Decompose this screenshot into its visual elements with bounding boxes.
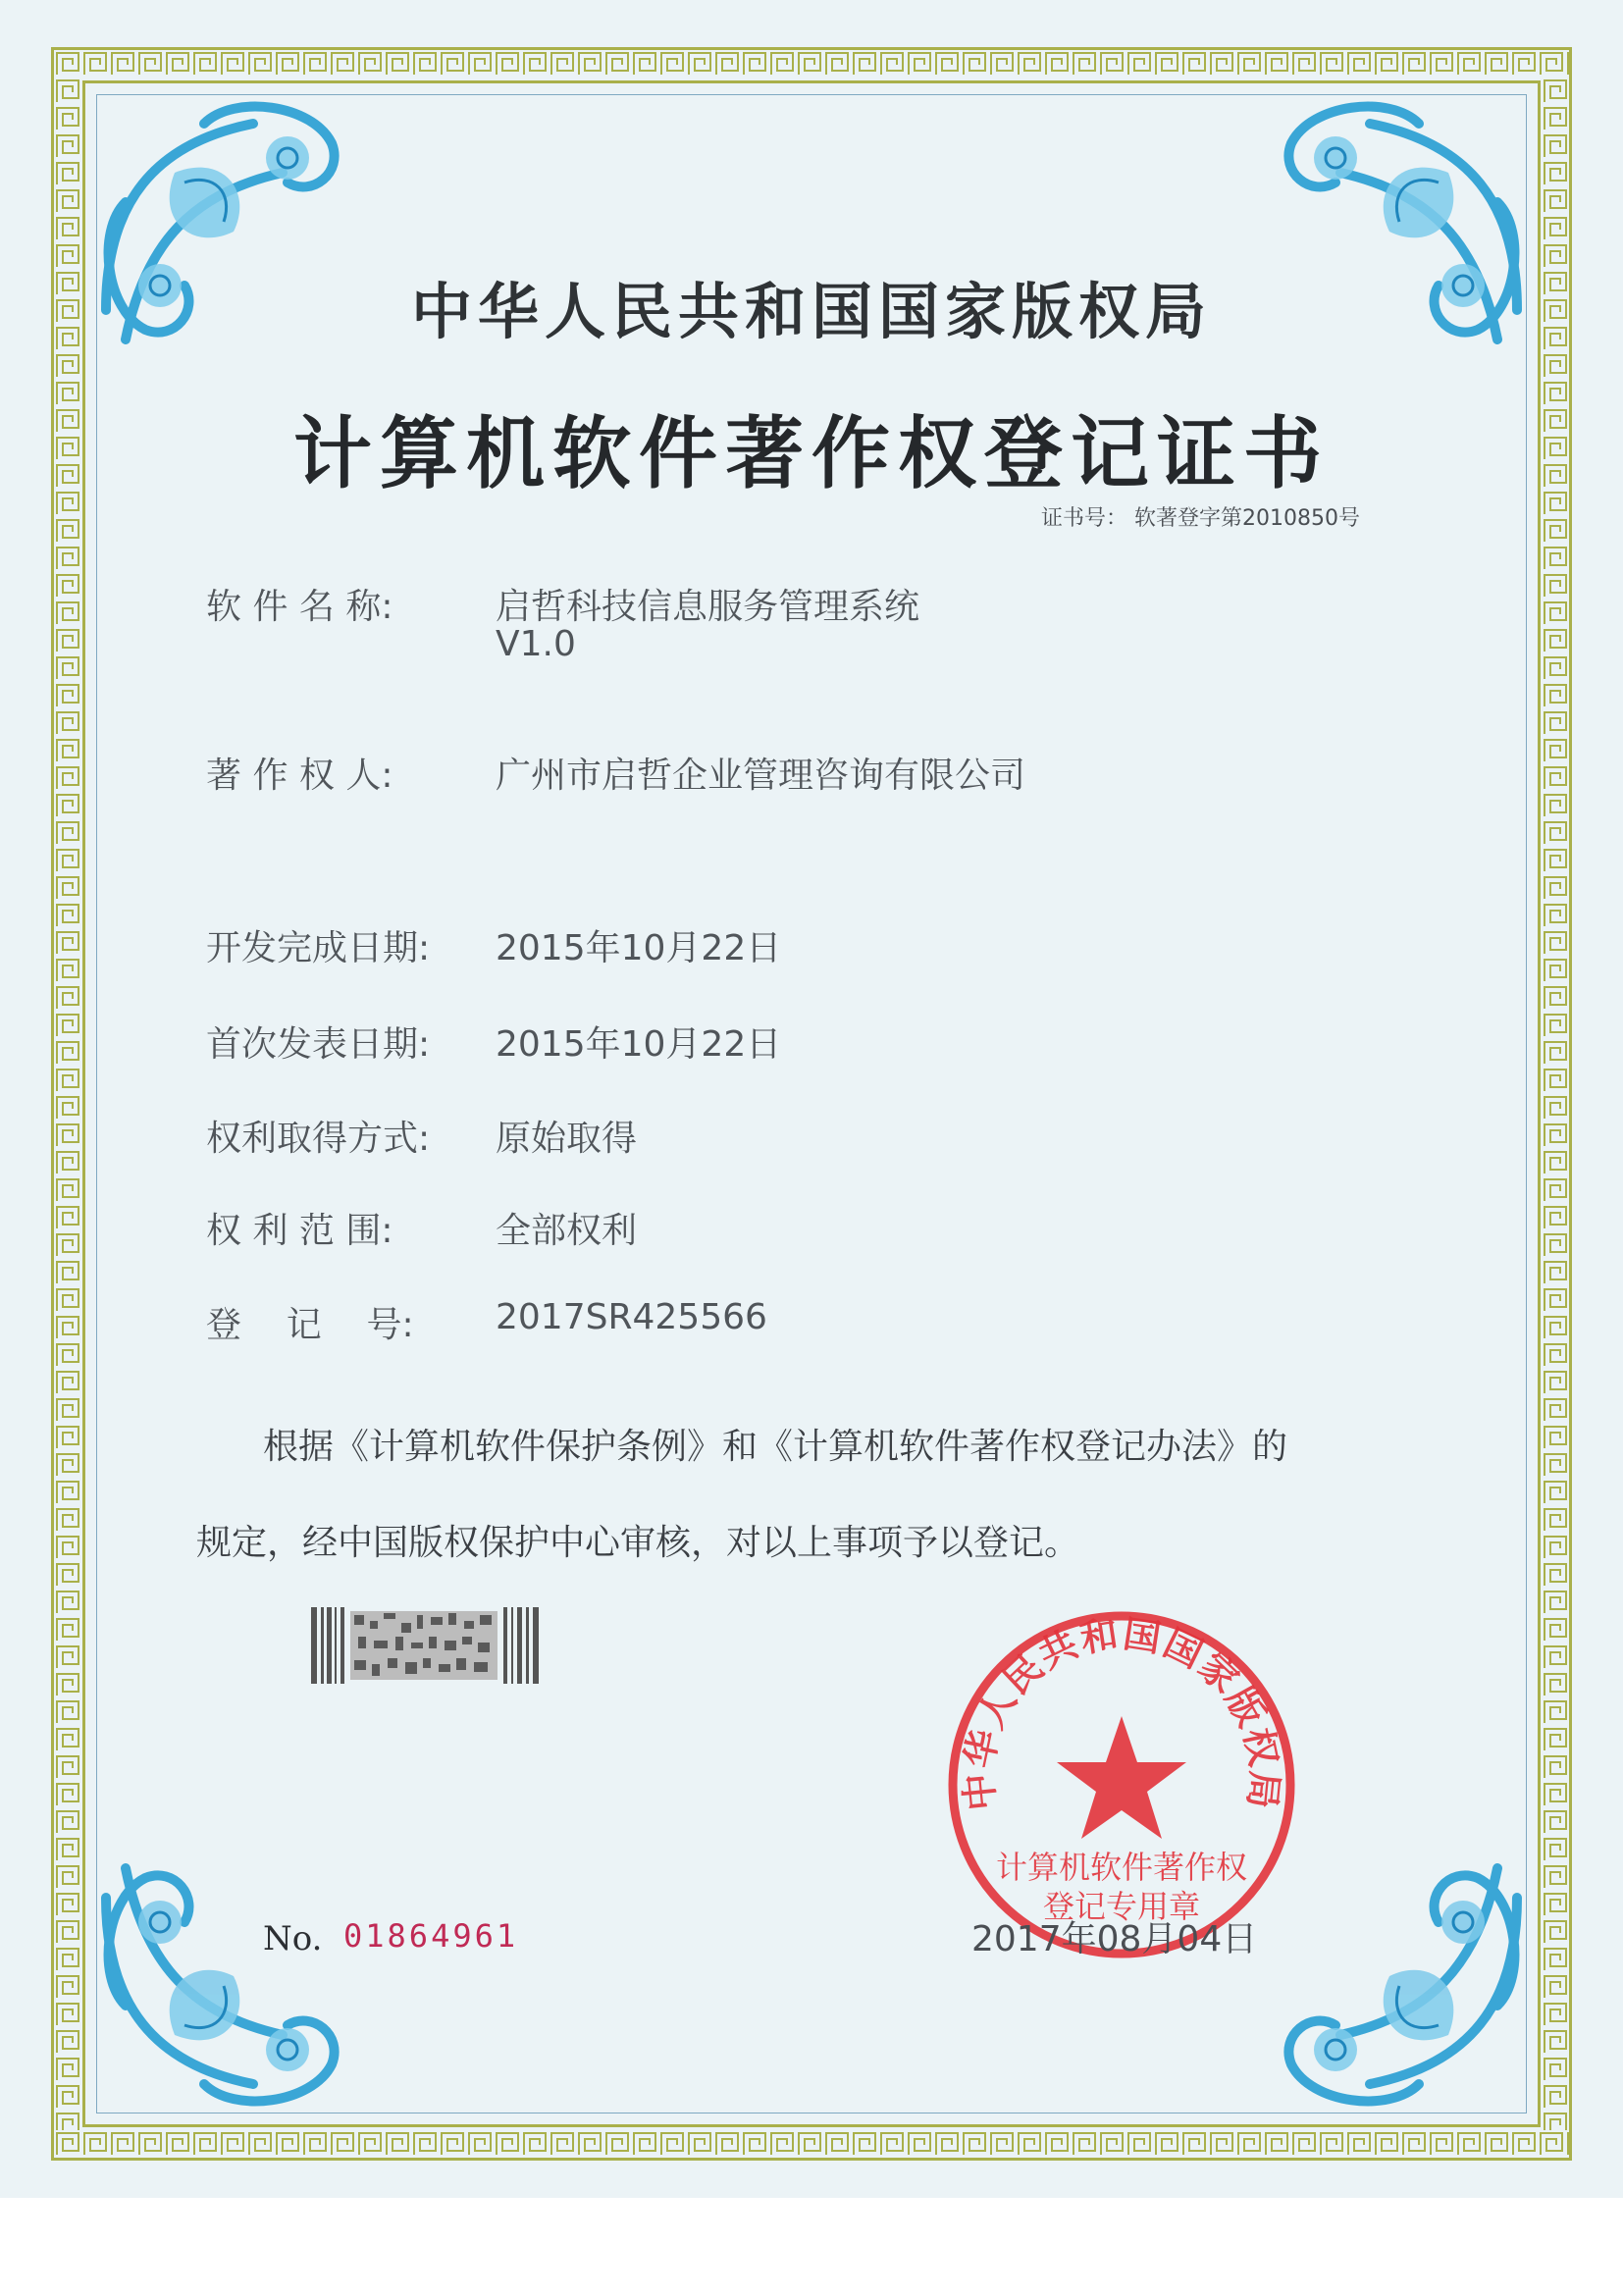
field-value-software-version: V1.0 [496,624,576,664]
field-label-publication-date: 首次发表日期: [206,1024,431,1065]
field-label-completion-date: 开发完成日期: [206,928,431,968]
field-value-completion-date: 2015年10月22日 [496,928,782,968]
field-value-copyright-owner: 广州市启哲企业管理咨询有限公司 [496,756,1026,796]
serial-number: 01864961 [343,1917,519,1955]
field-value-acquisition-method: 原始取得 [496,1119,638,1159]
greek-key-border-right [1542,78,1569,2130]
greek-key-border-left [54,78,81,2130]
statement-line-1: 根据《计算机软件保护条例》和《计算机软件著作权登记办法》的 [263,1427,1288,1467]
field-value-software-name: 启哲科技信息服务管理系统 [496,587,920,627]
issue-date: 2017年08月04日 [971,1919,1258,1959]
field-value-registration-no: 2017SR425566 [496,1297,767,1337]
certificate-number: 证书号： 软著登字第2010850号 [1041,506,1360,531]
barcode [311,1607,539,1684]
field-label-copyright-owner: 著 作 权 人: [206,756,393,796]
field-label-software-name: 软 件 名 称: [206,587,393,627]
statement-line-2: 规定，经中国版权保护中心审核，对以上事项予以登记。 [196,1523,1080,1563]
greek-key-border-top [54,50,1569,78]
field-value-rights-scope: 全部权利 [496,1211,638,1251]
seal-arc-text: 中华人民共和国国家版权局 [956,1611,1287,1813]
field-value-publication-date: 2015年10月22日 [496,1024,782,1065]
ornament-corner-bottom-left [86,1829,381,2123]
serial-label: No. [263,1919,323,1958]
issuing-authority: 中华人民共和国国家版权局 [410,276,1212,347]
field-label-acquisition-method: 权利取得方式: [206,1119,431,1159]
certificate-title: 计算机软件著作权登记证书 [293,407,1330,499]
field-label-rights-scope: 权 利 范 围: [206,1211,393,1251]
seal-line-1: 计算机软件著作权 [995,1849,1248,1886]
greek-key-border-bottom [54,2130,1569,2158]
seal-line-2: 登记专用章 [1042,1888,1201,1925]
field-label-registration-no: 登 记 号: [206,1305,414,1345]
star-icon [1057,1716,1186,1839]
